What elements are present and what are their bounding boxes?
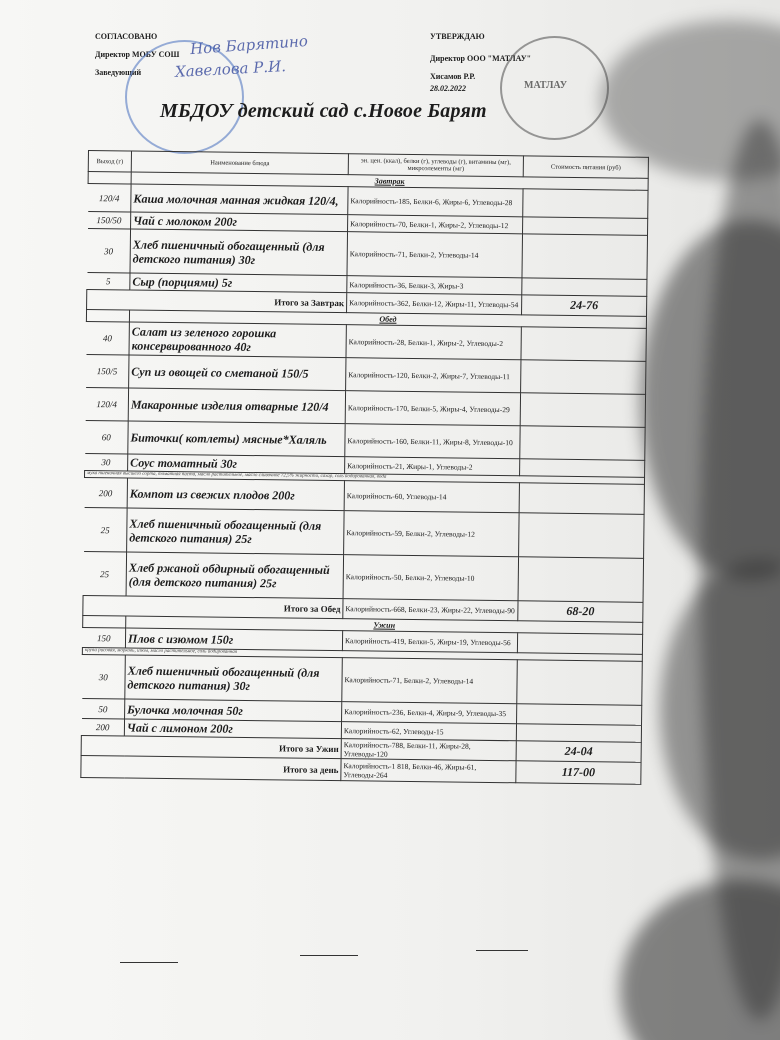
- dish-nutrition: Калорийность-62, Углеводы-15: [341, 722, 516, 741]
- ingredients-note: мука пшеничная высшего сорта, томатная паста, масло растительное, масло сливочное 72,5% жирности, сахар, соль йодированная, вода: [84, 470, 644, 484]
- dish-cost: [521, 327, 646, 362]
- col-header-dish: Наименование блюда: [131, 151, 348, 175]
- table-row: [87, 229, 647, 280]
- dish-nutrition: Калорийность-28, Белки-1, Жиры-2, Углеводы-2: [346, 325, 521, 360]
- dish-name: Хлеб ржаной обдирный обогащенный (для детского питания) 25г: [126, 552, 344, 599]
- dish-name: Сыр (порциями) 5г: [130, 273, 347, 293]
- dish-name: Компот из свежих плодов 200г: [127, 478, 344, 511]
- dish-nutrition: Калорийность-236, Белки-4, Жиры-9, Углеводы-35: [342, 702, 517, 724]
- dish-name: Каша молочная манная жидкая 120/4,: [131, 184, 348, 215]
- dish-cost: [520, 426, 645, 461]
- dish-nutrition: Калорийность-71, Белки-2, Углеводы-14: [347, 232, 523, 278]
- dish-nutrition: Калорийность-71, Белки-2, Углеводы-14: [342, 658, 518, 704]
- dish-name: Суп из овощей со сметаной 150/5: [129, 355, 346, 391]
- page-title: МБДОУ детский сад с.Новое Барят: [160, 100, 487, 122]
- dish-cost: [520, 393, 645, 428]
- table-row: [83, 551, 643, 602]
- section-spacer: [88, 172, 131, 185]
- handwritten-signature-2: Хавелова Р.И.: [174, 57, 287, 81]
- signature-line-2: [300, 955, 358, 956]
- section-total-label: Итого за Обед: [83, 595, 343, 618]
- table-row: [82, 654, 642, 705]
- dish-output: 120/4: [88, 184, 131, 213]
- section-total-nutrition: Калорийность-668, Белки-23, Жиры-22, Углеводы-90: [343, 599, 518, 621]
- dish-nutrition: Калорийность-170, Белки-5, Жиры-4, Углеводы-29: [345, 391, 520, 426]
- dish-cost: [519, 513, 645, 559]
- dish-output: 120/4: [85, 387, 128, 421]
- col-header-cost: Стоимость питания (руб): [523, 156, 648, 179]
- dish-cost: [523, 189, 648, 219]
- director-name: Хисамов Р.Р.: [430, 72, 476, 81]
- dish-name: Соус томатный 30г: [128, 454, 345, 474]
- dish-nutrition: Калорийность-59, Белки-2, Углеводы-12: [344, 511, 520, 557]
- dish-nutrition: Калорийность-160, Белки-11, Жиры-8, Углеводы-10: [345, 424, 520, 459]
- dish-output: 25: [84, 507, 128, 552]
- dish-name: Салат из зеленого горошка консервированного 40г: [129, 322, 346, 358]
- director-right-label: Директор ООО "МАТЛАУ": [430, 54, 532, 63]
- signature-line-3: [476, 950, 528, 951]
- dish-output: 30: [82, 654, 126, 699]
- section-total-nutrition: Калорийность-788, Белки-11, Жиры-28, Углеводы-120: [341, 739, 516, 761]
- dish-output: 5: [87, 272, 130, 290]
- dish-cost: [517, 633, 642, 655]
- dish-output: 200: [81, 718, 124, 736]
- dish-name: Хлеб пшеничный обогащенный (для детского питания) 25г: [127, 508, 345, 555]
- round-stamp-right: [500, 36, 609, 140]
- handwritten-signature: Нов Барятино: [189, 31, 309, 59]
- dish-nutrition: Калорийность-185, Белки-6, Жиры-6, Углеводы-28: [348, 187, 523, 217]
- dish-nutrition: Калорийность-36, Белки-3, Жиры-3: [347, 276, 522, 295]
- approved-right-label: УТВЕРЖДАЮ: [430, 32, 485, 41]
- round-stamp-left: [125, 40, 244, 154]
- dish-cost: [517, 704, 642, 726]
- dish-output: 30: [85, 453, 128, 471]
- dish-nutrition: Калорийность-60, Углеводы-14: [344, 481, 519, 513]
- head-left-label: Заведующий: [95, 68, 142, 77]
- dish-cost: [518, 557, 644, 603]
- dish-name: Макаронные изделия отварные 120/4: [128, 388, 345, 424]
- director-left-label: Директор МОБУ СОШ: [95, 50, 180, 59]
- day-total-label: Итого за день: [81, 755, 341, 780]
- dish-cost: [522, 278, 647, 297]
- dish-output: 150/5: [86, 354, 129, 388]
- dish-output: 60: [85, 420, 128, 454]
- dish-name: Булочка молочная 50г: [125, 699, 342, 722]
- section-name: Завтрак: [131, 172, 648, 190]
- approved-left-label: СОГЛАСОВАНО: [95, 32, 158, 41]
- stamp-text: МАТЛАУ: [524, 80, 568, 91]
- dish-cost: [516, 724, 641, 743]
- dish-output: 40: [86, 321, 129, 355]
- dish-nutrition: Калорийность-21, Жиры-1, Углеводы-2: [345, 457, 520, 476]
- approval-date: 28.02.2022: [430, 84, 466, 93]
- dish-name: Чай с молоком 200г: [131, 212, 348, 232]
- signature-line-1: [120, 962, 178, 963]
- dish-output: 200: [84, 477, 127, 508]
- dish-cost: [522, 234, 648, 280]
- menu-table-body: [81, 172, 648, 785]
- dish-name: Хлеб пшеничный обогащенный (для детского питания) 30г: [130, 229, 348, 276]
- dish-cost: [520, 459, 645, 478]
- section-total-label: Итого за Завтрак: [87, 289, 347, 312]
- dish-cost: [519, 483, 644, 515]
- dish-name: Чай с лимоном 200г: [124, 719, 341, 739]
- dish-output: 50: [82, 698, 125, 719]
- dish-cost: [521, 360, 646, 395]
- section-total-cost: 68-20: [518, 601, 643, 623]
- col-header-nutrition: эн. цен. (ккал), белки (г), углеводы (г), витамины (мг), микроэлементы (мг): [348, 154, 523, 177]
- day-total-cost: 117-00: [516, 761, 641, 785]
- dish-name: Плов с изюмом 150г: [125, 628, 342, 651]
- section-total-cost: 24-04: [516, 741, 641, 763]
- dish-nutrition: Калорийность-419, Белки-5, Жиры-19, Углеводы-56: [342, 631, 517, 653]
- dish-output: 150/50: [88, 212, 131, 230]
- table-row: [84, 507, 644, 558]
- dish-cost: [517, 660, 643, 706]
- section-total-nutrition: Калорийность-362, Белки-12, Жиры-11, Углеводы-54: [347, 293, 522, 315]
- dish-output: 25: [83, 551, 127, 596]
- section-name: Ужин: [126, 616, 643, 634]
- dish-name: Биточки( котлеты) мясные*Халяль: [128, 421, 345, 457]
- dish-nutrition: Калорийность-120, Белки-2, Жиры-7, Углеводы-11: [346, 358, 521, 393]
- section-spacer: [86, 309, 129, 322]
- dish-nutrition: Калорийность-50, Белки-2, Углеводы-10: [343, 555, 519, 601]
- day-total-nutrition: Калорийность-1 818, Белки-46, Жиры-61, Углеводы-264: [341, 759, 516, 783]
- section-spacer: [83, 615, 126, 628]
- dish-output: 30: [87, 229, 131, 274]
- section-name: Обед: [129, 310, 646, 328]
- dish-name: Хлеб пшеничный обогащенный (для детского питания) 30г: [125, 655, 343, 702]
- menu-table: [80, 150, 649, 785]
- section-total-label: Итого за Ужин: [81, 735, 341, 758]
- ingredients-note: крупа рисовая, морковь, изюм, масло растительное, соль йодированная: [82, 647, 642, 661]
- dish-cost: [523, 217, 648, 236]
- col-header-output: Выход (г): [88, 151, 131, 173]
- section-total-cost: 24-76: [522, 295, 647, 317]
- dish-nutrition: Калорийность-70, Белки-1, Жиры-2, Углеводы-12: [348, 215, 523, 234]
- dish-output: 150: [82, 627, 125, 648]
